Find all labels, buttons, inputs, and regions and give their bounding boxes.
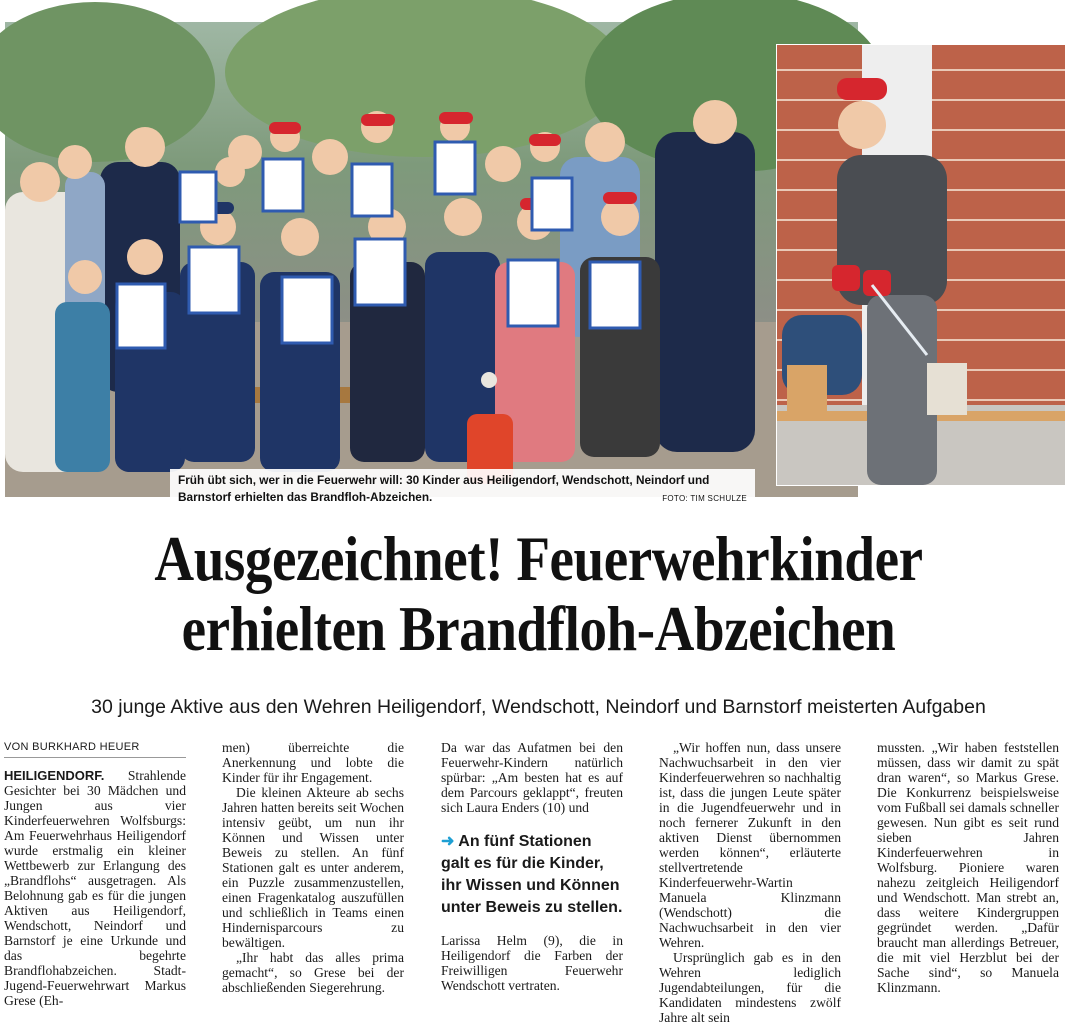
paragraph: mussten. „Wir haben feststellen müssen, dass wir damit zu spät dran waren“, so Markus Grese. Die Konkurrenz beispielsweise vom Fußball sei damals schneller gewesen. Nun gibt es seit rund sieben Jahren Kinderfeuerwehren in Wolfsburg. Pioniere waren nahezu zeitgleich Heiligendorf und Wendschott. Man strebt an, dass weitere Kindergruppen gegründet werden. „Dafür braucht man allerdings Betreuer, die mit viel Herzblut bei der Sache sind“, so Manuela Klinzmann.: [877, 740, 1059, 995]
paragraph: Strahlende Gesichter bei 30 Mädchen und Jungen aus vier Kinderfeuerwehren Wolfsburgs: Am Feuerwehrhaus Heiligendorf wurde erstmalig ein kleiner Wettbewerb zur Erlangung des „Brandflohs“ ausgetragen. Als Belohnung gab es für die jungen Aktiven aus Heiligendorf, Wendschott, Neindorf und Barnstorf je eine Urkunde und das begehrte Brandflohabzeichen. Stadt-Jugend-Feuerwehrwart Markus Grese (Eh-: [4, 768, 186, 1008]
pull-quote-text: An fünf Stationen galt es für die Kinder, ihr Wissen und Können unter Beweis zu stellen.: [441, 833, 623, 916]
paragraph: men) überreichte die Anerkennung und lobte die Kinder für ihr Engagement.: [222, 740, 404, 785]
group-photo: [5, 22, 858, 504]
certificate: [117, 284, 165, 348]
article-column-1: [4, 740, 186, 1008]
arrow-right-icon: ➜: [441, 833, 455, 850]
paragraph: Ursprünglich gab es in den Wehren lediglich Jugendabteilungen, für die Kandidaten mindestens zwölf Jahre alt sein: [659, 950, 841, 1025]
headline: [75, 524, 1001, 664]
pull-quote: [441, 831, 623, 919]
group-photo-illustration: [5, 22, 858, 497]
paragraph: Larissa Helm (9), die in Heiligendorf die Farben der Freiwilligen Feuerwehr Wendschott vertraten.: [441, 933, 623, 993]
headline-line-2: erhielten Brandfloh-Abzeichen: [181, 593, 896, 664]
photo-caption: [170, 469, 755, 511]
byline: VON BURKHARD HEUER: [4, 740, 186, 758]
dateline: HEILIGENDORF.: [4, 768, 105, 783]
paragraph: „Ihr habt das alles prima gemacht“, so Grese bei der abschließenden Siegerehrung.: [222, 950, 404, 995]
side-photo-illustration: [777, 45, 1065, 485]
paragraph: „Wir hoffen nun, dass unsere Nachwuchsarbeit in den vier Kinderfeuerwehren so nachhaltig ist, dass die jungen Leute später in die Jugendfeuerwehr und in noch fernerer Zukunft in den aktiven Dienst übernommen werden können“, erläuterte stellvertretende Kinderfeuerwehr-Wartin Manuela Klinzmann (Wendschott) die Nachwuchsarbeit in den vier Wehren.: [659, 740, 841, 950]
side-photo: [776, 44, 1066, 486]
article-column-2: [222, 740, 404, 995]
caption-text: Früh übt sich, wer in die Feuerwehr will: 30 Kinder aus Heiligendorf, Wendschott, Neindorf und Barnstorf erhielten das Brandfloh-Abzeichen.: [178, 473, 710, 504]
article-column-5: [877, 740, 1059, 995]
paragraph: Da war das Aufatmen bei den Feuerwehr-Kindern natürlich spürbar: „Am besten hat es auf dem Parcours geklappt“, freuten sich Laura Enders (10) und: [441, 740, 623, 815]
headline-line-1: Ausgezeichnet! Feuerwehrkinder: [154, 523, 923, 594]
subheadline: 30 junge Aktive aus den Wehren Heiligendorf, Wendschott, Neindorf und Barnstorf meisterten Aufgaben: [91, 696, 986, 718]
article-column-3: [441, 740, 623, 993]
paragraph: Die kleinen Akteure ab sechs Jahren hatten bereits seit Wochen intensiv geübt, um nun ihr Können und Wissen unter Beweis zu stellen. An fünf Stationen galt es unter anderem, ein Puzzle zusammenzustellen, einen Fragenkatalog auszufüllen und schließlich in Teams einen Hindernisparcours zu bewältigen.: [222, 785, 404, 950]
article-column-4: [659, 740, 841, 1025]
photo-credit: FOTO: TIM SCHULZE: [662, 494, 747, 503]
